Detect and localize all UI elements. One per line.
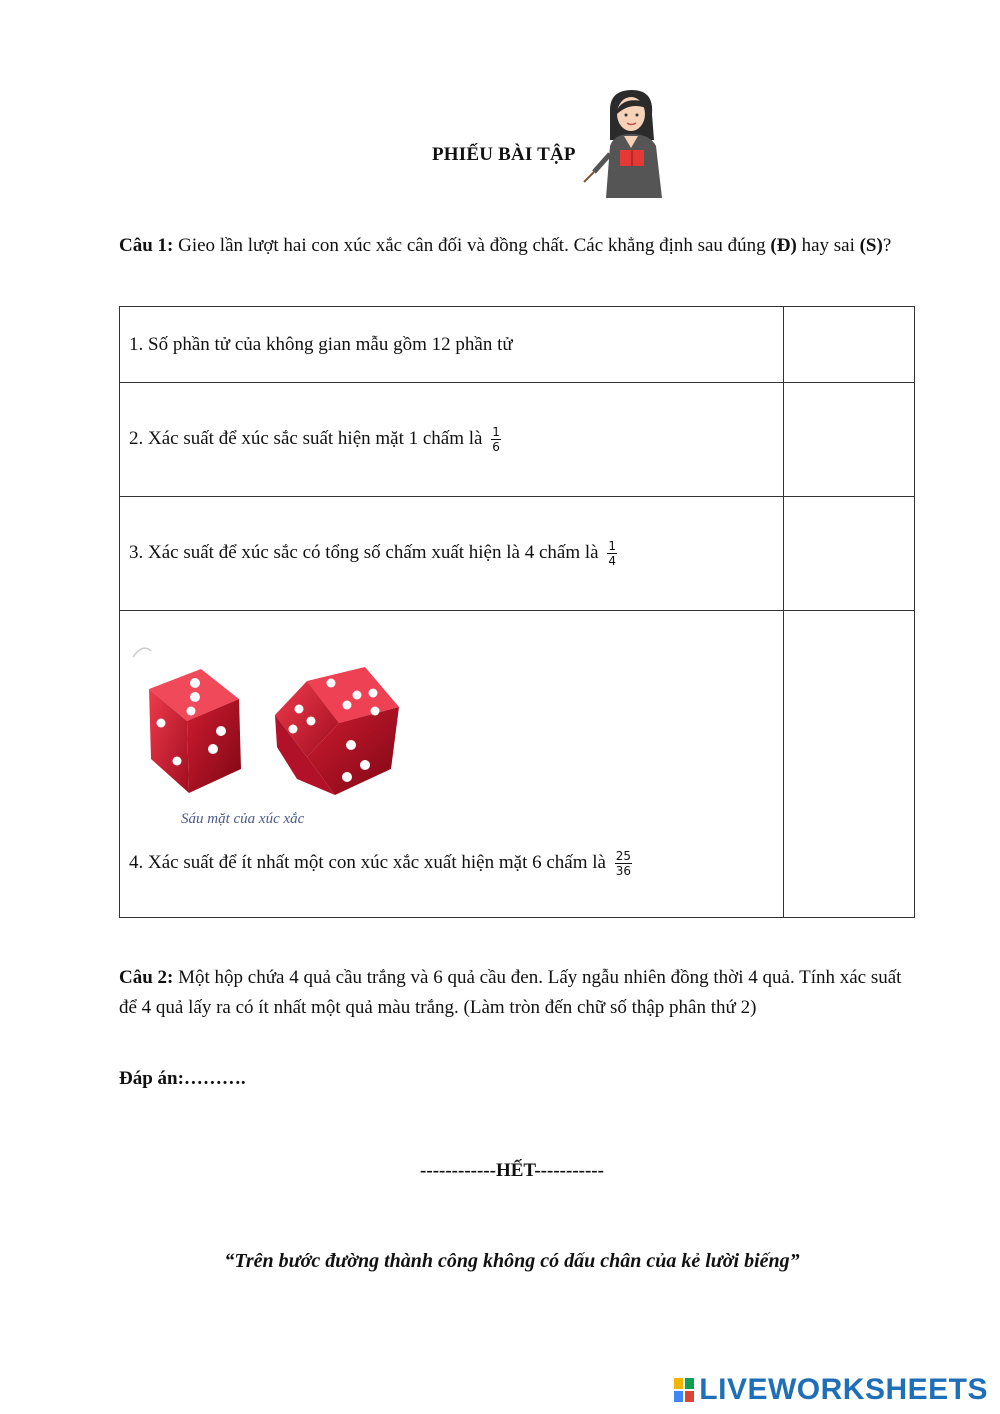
answer-cell-1[interactable] — [784, 307, 915, 383]
statement-4 — [129, 849, 774, 896]
answer-line[interactable]: Đáp án:………. — [119, 1068, 246, 1089]
die-left — [149, 669, 241, 793]
end-marker: ------------HẾT----------- — [420, 1160, 604, 1181]
question-1 — [119, 230, 909, 261]
true-false-table — [119, 306, 915, 918]
fraction — [491, 425, 501, 454]
question-1-text-2: hay sai — [796, 235, 860, 256]
fraction — [615, 849, 632, 878]
teacher-illustration — [580, 88, 680, 198]
statement-cell — [120, 611, 784, 918]
fraction-denominator: 6 — [492, 440, 500, 454]
table-row — [120, 383, 915, 497]
answer-cell-2[interactable] — [784, 383, 915, 497]
statement-cell — [120, 497, 784, 611]
question-1-label: Câu 1: — [119, 235, 174, 256]
fraction-numerator: 25 — [615, 848, 631, 863]
question-1-text: Gieo lần lượt hai con xúc xắc cân đối và đồng chất. Các khẳng định sau đúng — [173, 235, 771, 256]
fraction-denominator: 36 — [615, 863, 631, 878]
statement-1-text: 1. Số phần tử của không gian mẫu gồm 12 phần tử — [129, 333, 513, 355]
statement-3-text: 3. Xác suất để xúc sắc có tổng số chấm xuất hiện là 4 chấm là — [129, 541, 599, 563]
statement-cell — [120, 383, 784, 497]
liveworksheets-logo-icon — [673, 1377, 695, 1403]
brand-name: LIVEWORKSHEETS — [699, 1373, 988, 1406]
question-2 — [119, 963, 909, 1023]
dice-image — [129, 637, 425, 843]
question-2-label: Câu 2: — [119, 967, 174, 988]
fraction-numerator: 1 — [608, 539, 616, 553]
answer-cell-3[interactable] — [784, 497, 915, 611]
fraction-numerator: 1 — [492, 425, 500, 439]
answer-cell-4[interactable] — [784, 611, 915, 918]
statement-2-text: 2. Xác suất để xúc sắc suất hiện mặt 1 chấm là — [129, 427, 483, 449]
table-row — [120, 497, 915, 611]
page-title: PHIẾU BÀI TẬP — [432, 144, 576, 165]
dice-caption: Sáu mặt của xúc xắc — [181, 810, 305, 827]
statement-4-text: 4. Xác suất để ít nhất một con xúc xắc xuất hiện mặt 6 chấm là — [129, 851, 606, 873]
motivational-quote: “Trên bước đường thành công không có dấu chân của kẻ lười biếng” — [224, 1250, 800, 1272]
statement-cell — [120, 307, 784, 383]
die-right — [275, 667, 399, 795]
table-row — [120, 307, 915, 383]
question-1-text-3: ? — [882, 235, 892, 256]
question-2-text: Một hộp chứa 4 quả cầu trắng và 6 quả cầu đen. Lấy ngẫu nhiên đồng thời 4 quả. Tính xác suất để 4 quả lấy ra có ít nhất một quả màu trắng. (Làm tròn đến chữ số thập phân thứ 2) — [119, 967, 902, 1018]
brand — [673, 1372, 988, 1408]
header — [0, 88, 1000, 198]
table-row — [120, 611, 915, 918]
false-mark: (S) — [859, 235, 883, 256]
fraction-denominator: 4 — [608, 554, 616, 568]
true-mark: (Đ) — [770, 235, 797, 256]
fraction — [607, 539, 617, 568]
